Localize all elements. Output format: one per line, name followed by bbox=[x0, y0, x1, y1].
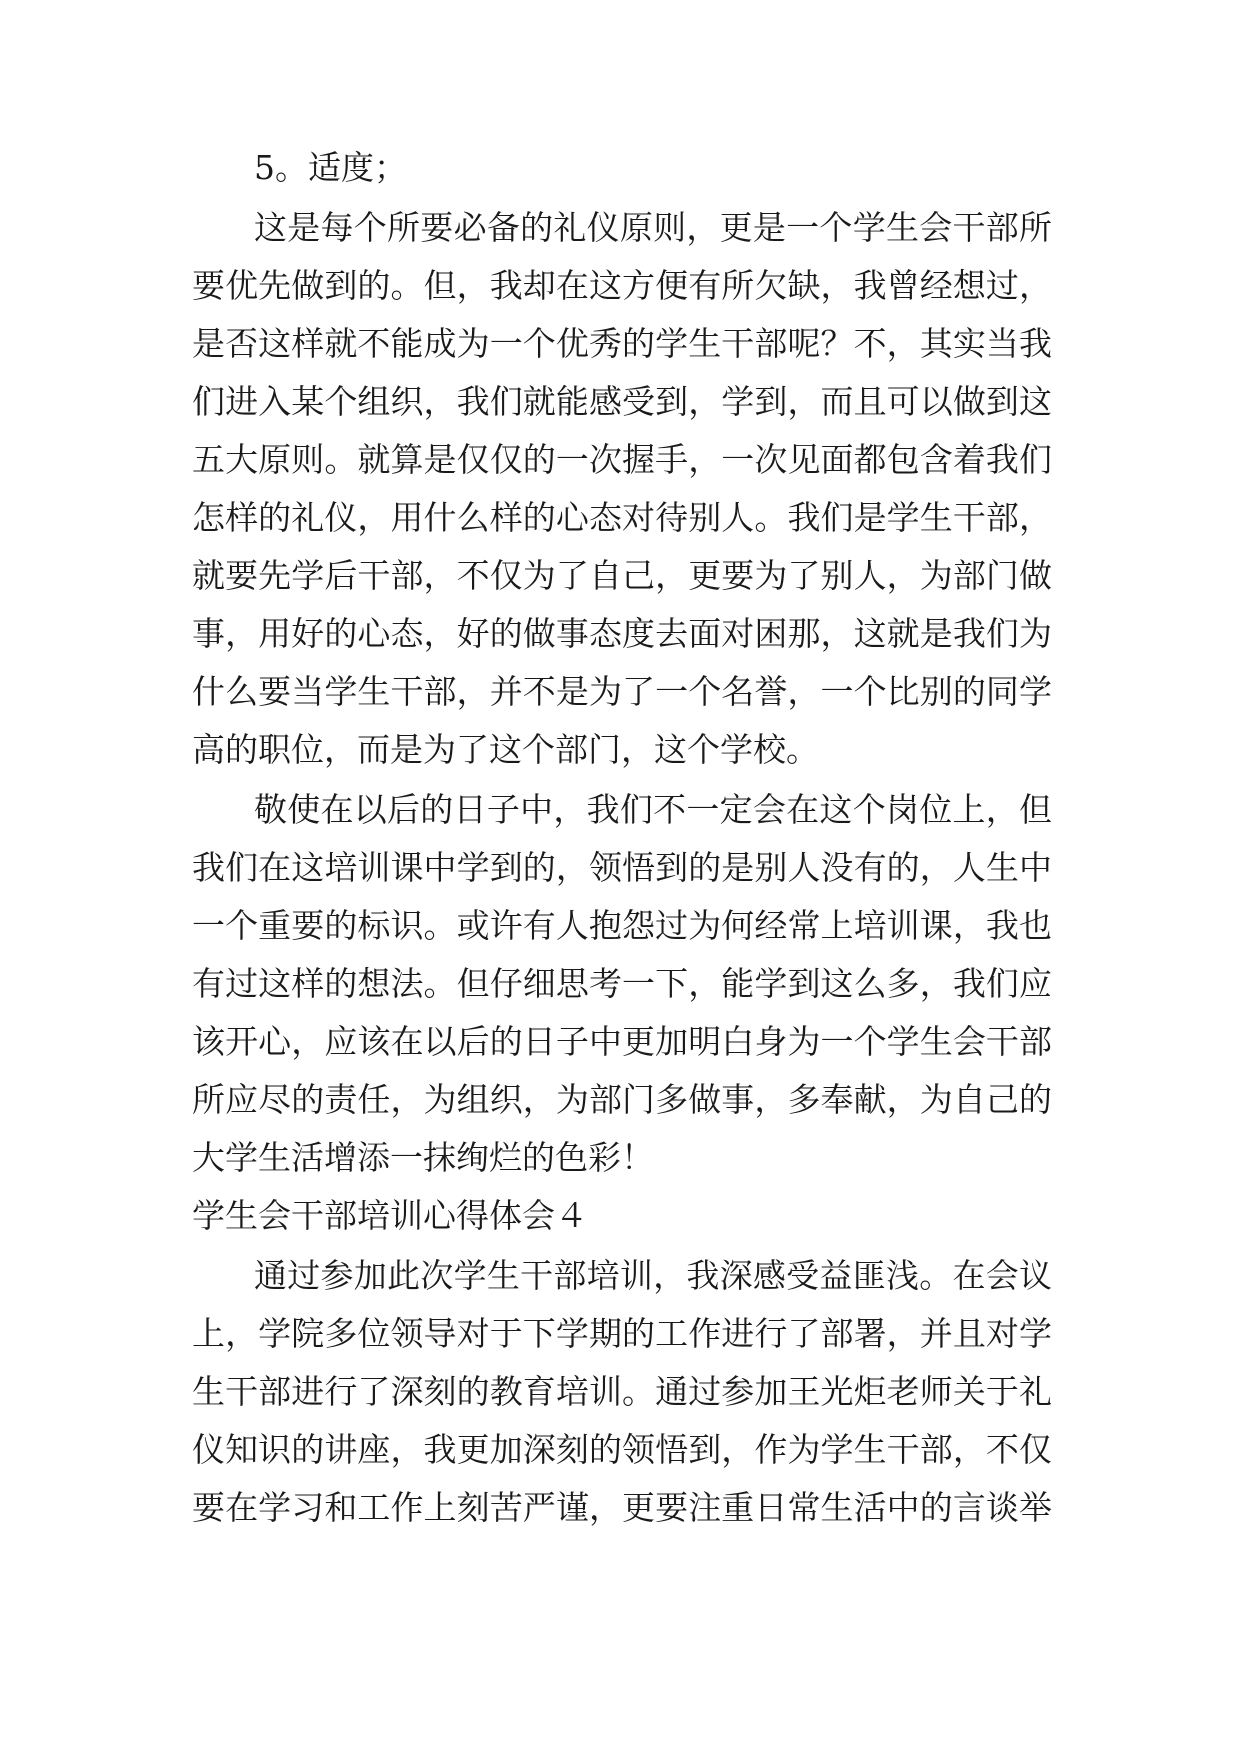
paragraph-line: 该开心，应该在以后的日子中更加明白身为一个学生会干部 bbox=[192, 1022, 1052, 1061]
paragraph-line: 五大原则。就算是仅仅的一次握手，一次见面都包含着我们 bbox=[192, 440, 1052, 479]
section-heading: 学生会干部培训心得体会４ bbox=[192, 1196, 588, 1235]
paragraph-line: 什么要当学生干部，并不是为了一个名誉，一个比别的同学 bbox=[192, 672, 1052, 711]
paragraph-line: 通过参加此次学生干部培训，我深感受益匪浅。在会议 bbox=[254, 1256, 1052, 1295]
paragraph-line: 是否这样就不能成为一个优秀的学生干部呢？不，其实当我 bbox=[192, 324, 1052, 363]
paragraph-line: 上，学院多位领导对于下学期的工作进行了部署，并且对学 bbox=[192, 1314, 1052, 1353]
paragraph-line: 事，用好的心态，好的做事态度去面对困那，这就是我们为 bbox=[192, 614, 1052, 653]
paragraph-line: 大学生活增添一抹绚烂的色彩！ bbox=[192, 1138, 654, 1177]
paragraph-line: 怎样的礼仪，用什么样的心态对待别人。我们是学生干部， bbox=[192, 498, 1052, 537]
paragraph-line: 这是每个所要必备的礼仪原则，更是一个学生会干部所 bbox=[254, 208, 1052, 247]
paragraph-line: 高的职位，而是为了这个部门，这个学校。 bbox=[192, 730, 819, 769]
paragraph-line: 生干部进行了深刻的教育培训。通过参加王光炬老师关于礼 bbox=[192, 1372, 1052, 1411]
paragraph-line: 所应尽的责任，为组织，为部门多做事，多奉献，为自己的 bbox=[192, 1080, 1052, 1119]
paragraph-line: 就要先学后干部，不仅为了自己，更要为了别人，为部门做 bbox=[192, 556, 1052, 595]
paragraph-line: 们进入某个组织，我们就能感受到，学到，而且可以做到这 bbox=[192, 382, 1052, 421]
paragraph-line: 仪知识的讲座，我更加深刻的领悟到，作为学生干部，不仅 bbox=[192, 1430, 1052, 1469]
paragraph-line: 敬使在以后的日子中，我们不一定会在这个岗位上，但 bbox=[254, 790, 1052, 829]
paragraph-line: 5。适度； bbox=[254, 148, 407, 187]
paragraph-line: 一个重要的标识。或许有人抱怨过为何经常上培训课，我也 bbox=[192, 906, 1052, 945]
paragraph-line: 我们在这培训课中学到的，领悟到的是别人没有的，人生中 bbox=[192, 848, 1052, 887]
paragraph-line: 要优先做到的。但，我却在这方便有所欠缺，我曾经想过， bbox=[192, 266, 1052, 305]
paragraph-line: 要在学习和工作上刻苦严谨，更要注重日常生活中的言谈举 bbox=[192, 1488, 1052, 1527]
paragraph-line: 有过这样的想法。但仔细思考一下，能学到这么多，我们应 bbox=[192, 964, 1052, 1003]
